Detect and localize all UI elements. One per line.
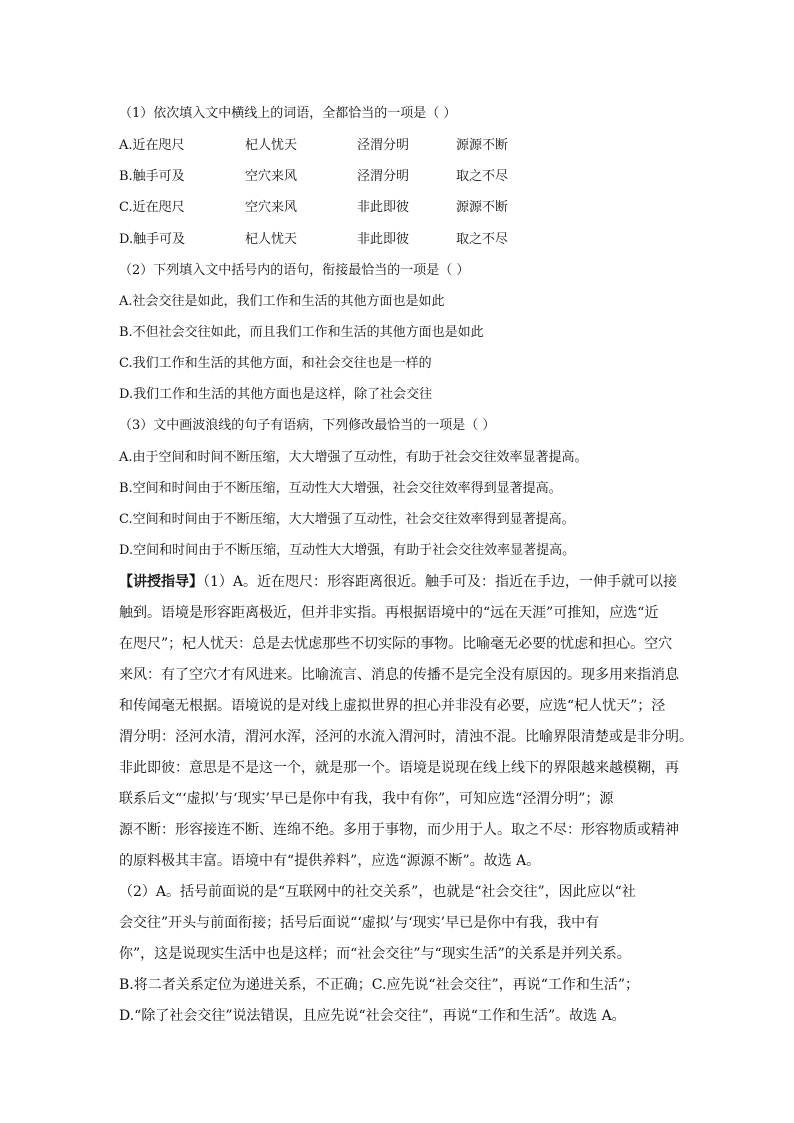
q2-option-d: D.我们工作和生活的其他方面也是这样，除了社会交往: [119, 387, 433, 402]
q3-option-b: B.空间和时间由于不断压缩，互动性大大增强，社会交往效率得到显著提高。: [119, 481, 562, 496]
q3-option-a: A.由于空间和时间不断压缩，大大增强了互动性，有助于社会交往效率显著提高。: [119, 450, 588, 465]
explanation-line: D.“除了社会交往”说法错误，且应先说“社会交往”，再说“工作和生活”。故选 A。: [119, 1008, 626, 1024]
question-1-stem: （1）依次填入文中横线上的词语，全都恰当的一项是（ ）: [119, 106, 457, 121]
option-cell: 空穴来风: [245, 169, 298, 184]
explanation-line: 来风：有了空穴才有风进来。比喻流言、消息的传播不是完全没有原因的。现多用来指消息: [119, 667, 679, 683]
explanation-line: （2）A。括号前面说的是“互联网中的社交关系”，也就是“社会交往”，因此应以“社: [119, 884, 636, 900]
option-cell: 空穴来风: [245, 200, 298, 215]
q3-option-d: D.空间和时间由于不断压缩，互动性大大增强，有助于社会交往效率显著提高。: [119, 543, 576, 558]
explanation-line-1: [119, 574, 679, 590]
option-cell: 杞人忧天: [245, 138, 298, 153]
explanation-line: 渭分明：泾河水清，渭河水浑，泾河的水流入渭河时，清浊不混。比喻界限清楚或是非分明。: [119, 729, 693, 745]
explanation-line: 的原料极其丰富。语境中有“提供养料”，应选“源源不断”。故选 A。: [119, 853, 541, 869]
question-2-stem: （2）下列填入文中括号内的语句，衔接最恰当的一项是（ ）: [119, 263, 470, 278]
explanation-line: 触到。语境是形容距离极近，但并非实指。再根据语境中的“远在天涯”可推知，应选“近: [119, 605, 659, 621]
option-cell: B.触手可及: [119, 169, 185, 184]
explanation-tag: 【讲授指导】: [119, 574, 203, 590]
explanation-line: 联系后文“‘虚拟’与‘现实’早已是你中有我，我中有你”，可知应选“泾渭分明”；源: [119, 791, 614, 807]
option-cell: 非此即彼: [357, 200, 410, 215]
explanation-line: B.将二者关系定位为递进关系，不正确；C.应先说“社会交往”，再说“工作和生活”；: [119, 977, 640, 993]
question-3-stem: （3）文中画波浪线的句子有语病，下列修改最恰当的一项是（ ）: [119, 418, 496, 433]
explanation-text: （1）A。近在咫尺：形容距离很近。触手可及：指近在手边，一伸手就可以接: [203, 574, 678, 590]
option-cell: 泾渭分明: [357, 169, 410, 184]
option-cell: 源源不断: [456, 200, 509, 215]
option-cell: A.近在咫尺: [119, 138, 185, 153]
option-cell: 泾渭分明: [357, 138, 410, 153]
q2-option-a: A.社会交往是如此，我们工作和生活的其他方面也是如此: [119, 294, 445, 309]
explanation-line: 在咫尺”；杞人忧天：总是去忧虑那些不切实际的事物。比喻毫无必要的忧虑和担心。空穴: [119, 636, 673, 652]
q2-option-b: B.不但社会交往如此，而且我们工作和生活的其他方面也是如此: [119, 325, 484, 340]
option-cell: D.触手可及: [119, 232, 186, 247]
option-cell: 源源不断: [456, 138, 509, 153]
q3-option-c: C.空间和时间由于不断压缩，大大增强了互动性，社会交往效率得到显著提高。: [119, 512, 575, 527]
q2-option-c: C.我们工作和生活的其他方面，和社会交往也是一样的: [119, 356, 432, 371]
option-cell: 取之不尽: [456, 232, 509, 247]
explanation-line: 源不断：形容接连不断、连绵不绝。多用于事物，而少用于人。取之不尽：形容物质或精神: [119, 822, 679, 838]
option-cell: C.近在咫尺: [119, 200, 185, 215]
explanation-line: 和传闻毫无根据。语境说的是对线上虚拟世界的担心并非没有必要，应选“杞人忧天”；泾: [119, 698, 666, 714]
explanation-line: 你”，这是说现实生活中也是这样；而“社会交往”与“现实生活”的关系是并列关系。: [119, 946, 631, 962]
explanation-line: 会交往”开头与前面衔接；括号后面说“‘虚拟’与‘现实’早已是你中有我，我中有: [119, 915, 600, 931]
option-cell: 取之不尽: [456, 169, 509, 184]
option-cell: 杞人忧天: [245, 232, 298, 247]
explanation-line: 非此即彼：意思是不是这一个，就是那一个。语境是说现在线上线下的界限越来越模糊，再: [119, 760, 679, 776]
option-cell: 非此即彼: [357, 232, 410, 247]
